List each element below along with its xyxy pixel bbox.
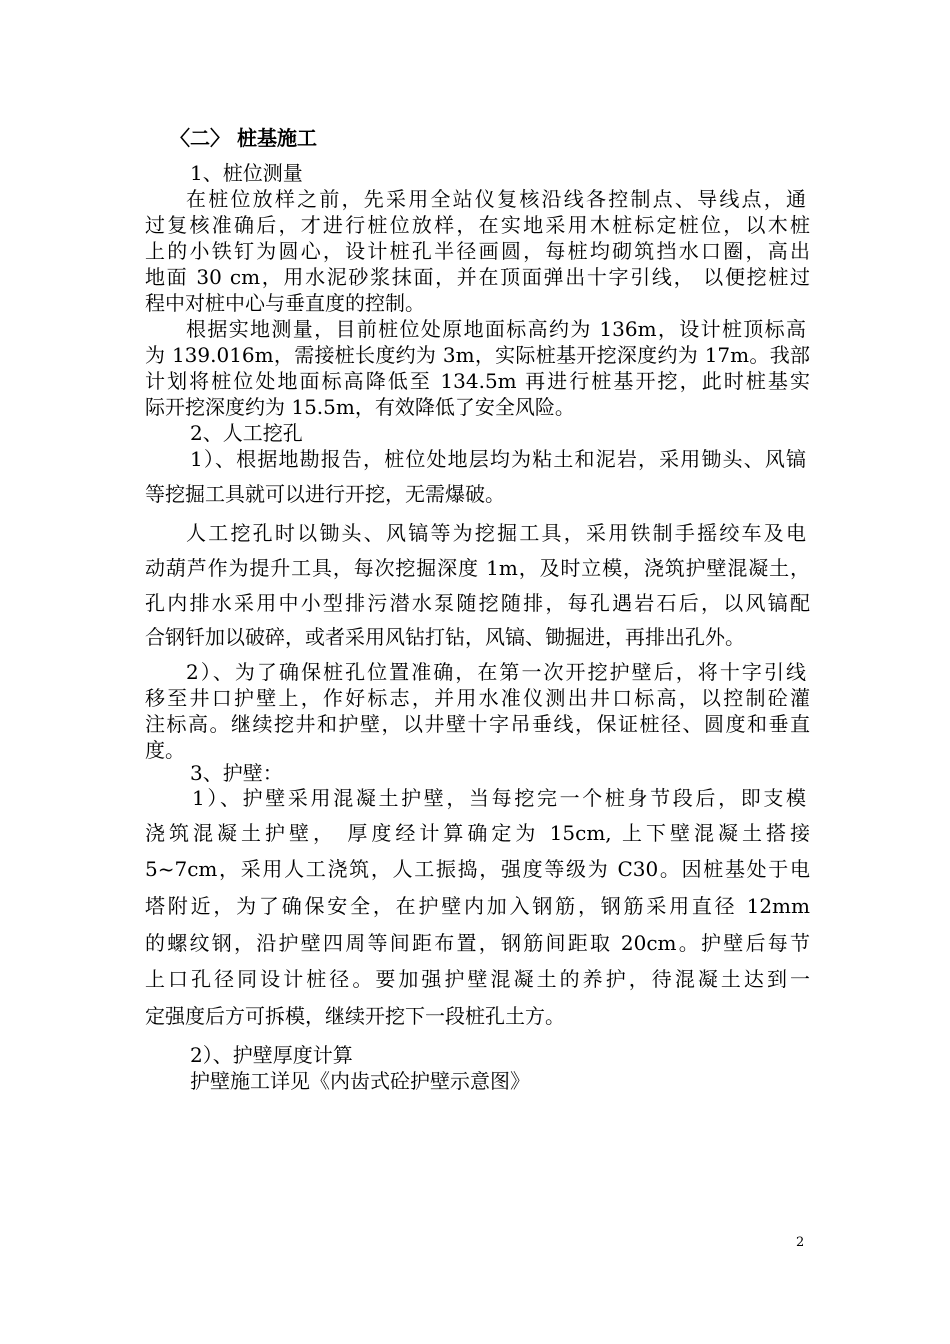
paragraph-line: 1）、护壁采用混凝土护壁，当每挖完一个桩身节段后，即支模 [192,786,806,810]
subheading-pile-survey: 1、桩位测量 [190,161,303,185]
paragraph-line: 在桩位放样之前，先采用全站仪复核沿线各控制点、导线点，通 [186,187,806,211]
paragraph-line: 上口孔径同设计桩径。要加强护壁混凝土的养护，待混凝土达到一 [145,967,810,991]
paragraph-line: 护壁施工详见《内齿式砼护壁示意图》 [190,1069,530,1093]
paragraph-line: 为 139.016m，需接桩长度约为 3m，实际桩基开挖深度约为 17m。我部 [145,343,810,367]
paragraph-line: 度。 [145,738,185,762]
paragraph-line: 1）、根据地勘报告，桩位处地层均为粘土和泥岩，采用锄头、风镐 [190,447,806,471]
paragraph-line: 过复核准确后，才进行桩位放样，在实地采用木桩标定桩位，以木桩 [145,213,810,237]
paragraph-line: 2）、为了确保桩孔位置准确，在第一次开挖护壁后，将十字引线 [186,660,806,684]
paragraph-line: 人工挖孔时以锄头、风镐等为挖掘工具，采用铁制手摇绞车及电 [186,521,806,545]
paragraph-line: 移至井口护壁上，作好标志，并用水准仪测出井口标高，以控制砼灌 [145,686,810,710]
paragraph-line: 孔内排水采用中小型排污潜水泵随挖随排，每孔遇岩石后，以风镐配 [145,591,810,615]
subheading-thickness-calc: 2）、护壁厚度计算 [190,1043,353,1067]
paragraph-line: 定强度后方可拆模，继续开挖下一段桩孔土方。 [145,1004,565,1028]
paragraph-line: 动葫芦作为提升工具，每次挖掘深度 1m，及时立模，浇筑护壁混凝土， [145,556,810,580]
section-heading: 〈二〉 桩基施工 [170,126,317,150]
paragraph-line: 塔附近，为了确保安全，在护壁内加入钢筋，钢筋采用直径 12mm [145,894,810,918]
subheading-manual-digging: 2、人工挖孔 [190,421,303,445]
page-number: 2 [796,1235,805,1250]
paragraph-line: 5~7cm，采用人工浇筑，人工振捣，强度等级为 C30。因桩基处于电 [145,857,810,881]
paragraph-line: 的螺纹钢，沿护壁四周等间距布置，钢筋间距取 20cm。护壁后每节 [145,931,810,955]
paragraph-line: 浇筑混凝土护壁， 厚度经计算确定为 15cm, 上下壁混凝土搭接 [145,821,810,845]
paragraph-line: 注标高。继续挖井和护壁，以井壁十字吊垂线，保证桩径、圆度和垂直 [145,712,810,736]
paragraph-line: 等挖掘工具就可以进行开挖，无需爆破。 [145,482,505,506]
paragraph-line: 际开挖深度约为 15.5m，有效降低了安全风险。 [145,395,575,419]
paragraph-line: 地面 30 cm，用水泥砂浆抹面，并在顶面弹出十字引线， 以便挖桩过 [145,265,810,289]
paragraph-line: 计划将桩位处地面标高降低至 134.5m 再进行桩基开挖，此时桩基实 [145,369,810,393]
paragraph-line: 合钢钎加以破碎，或者采用风钻打钻，风镐、锄掘进，再排出孔外。 [145,625,745,649]
paragraph-line: 上的小铁钉为圆心，设计桩孔半径画圆，每桩均砌筑挡水口圈，高出 [145,239,810,263]
paragraph-line: 根据实地测量，目前桩位处原地面标高约为 136m，设计桩顶标高 [186,317,806,341]
paragraph-line: 程中对桩中心与垂直度的控制。 [145,291,425,315]
subheading-retaining-wall: 3、护壁： [190,761,283,785]
